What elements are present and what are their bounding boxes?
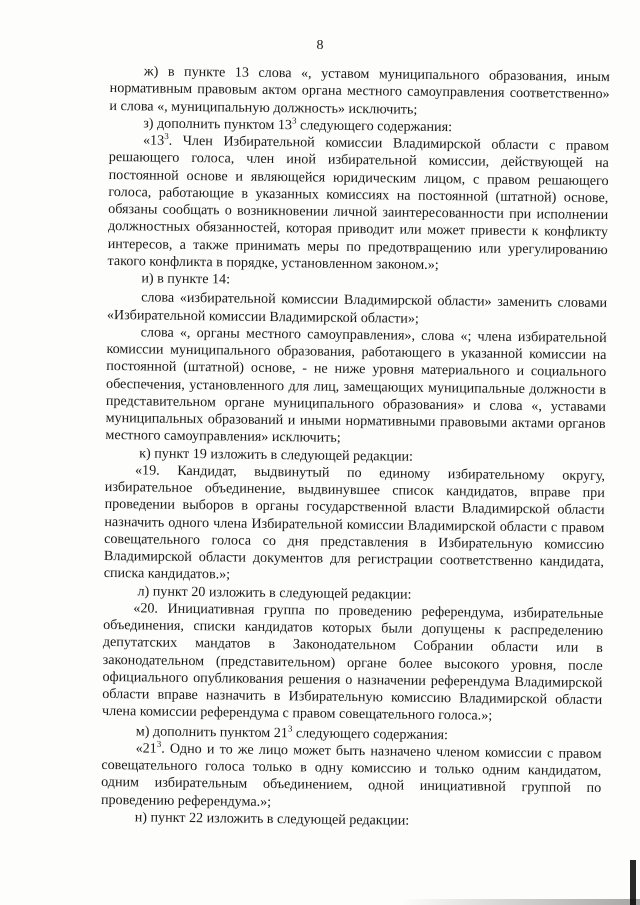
paragraph-i-2: слова «, органы местного самоуправления», слова «; члена избирательной комиссии муниципального образования, работающего в указанной комиссии на постоянной (штатной) основе, - не ниже уровня материального и социального обеспечения, установленного для лиц, замещающих муниципальные должности в представительном органе муниципального образования» и слова «, уставами муниципальных образований и иными нормативными правовыми актами органов местного самоуправления» исключить; bbox=[105, 324, 607, 447]
paragraph-z-text-end: следующего содержания: bbox=[296, 117, 453, 135]
paragraph-m-text: м) дополнить пунктом 21 bbox=[135, 722, 289, 741]
paragraph-13-3-number: «13 bbox=[142, 132, 165, 149]
scan-bottom-shadow bbox=[400, 899, 640, 905]
paragraph-m-superscript: 3 bbox=[287, 723, 293, 734]
paragraph-i: и) в пункте 14: bbox=[141, 270, 231, 288]
paragraph-z-text: з) дополнить пунктом 13 bbox=[143, 115, 293, 133]
paragraph-19: «19. Кандидат, выдвинутый по единому избирательному округу, избирательное объединение, выдвинувшее список кандидатов, вправе при проведении выборов в органы государственной власти Владимирской области назначить одного члена Избирательной комиссии Владимирской области с правом совещательного голоса со дня представления в Избирательную комиссию Владимирской области документов для регистрации соответственно кандидата, списка кандидатов.»; bbox=[103, 462, 606, 583]
paragraph-i-1: слова «избирательной комиссии Владимирской области» заменить словами «Избирательной комиссии Владимирской области»; bbox=[106, 289, 608, 327]
paragraph-n: н) пункт 22 изложить в следующей редакции: bbox=[134, 809, 410, 829]
paragraph-13-3-superscript: 3 bbox=[164, 130, 169, 142]
paragraph-m-text-end: следующего содержания: bbox=[292, 724, 449, 743]
paragraph-21-3-superscript: 3 bbox=[156, 738, 162, 749]
paragraph-13-3 bbox=[107, 132, 609, 276]
paragraph-k: к) пункт 19 изложить в следующей редакции: bbox=[139, 444, 414, 465]
paragraph-20: «20. Инициативная группа по проведению референдума, избирательные объединения, списки кандидатов которых были допущены к распределению депутатских мандатов в Законодательном Собрании области или в законодательном (представительном) органе более высокого уровня, после официального опубликования решения о назначении референдума Владимирской области вправе назначить в Избирательную комиссию Владимирской области члена комиссии референдума с правом совещательного голоса.»; bbox=[101, 600, 604, 724]
document-body bbox=[101, 63, 610, 832]
page-number: 8 bbox=[316, 38, 324, 53]
paragraph-21-3-number: «21 bbox=[135, 740, 157, 757]
paragraph-z-superscript: 3 bbox=[291, 115, 297, 126]
paragraph-13-3-text: . Член Избирательной комиссии Владимирской области с правом решающего голоса, член иной избирательной комиссии, действующей на постоянной основе и являющейся юридическим лицом, с правом решающего голоса, работающие в указанных комиссиях на постоянной (штатной) основе, обязаны сообщать о возникновении личной заинтересованности при исполнении должностных обязанностей, которая приводит или может привести к конфликту интересов, а также принимать меры по предотвращению или урегулированию такого конфликта в порядке, установленном законом.»; bbox=[107, 132, 610, 273]
paragraph-21-3 bbox=[101, 740, 602, 815]
paragraph-l: л) пункт 20 изложить в следующей редакции: bbox=[137, 582, 412, 603]
paragraph-21-3-text: . Одно и то же лицо может быть назначено членом комиссии с правом совещательного голоса только в одну комиссию и только одним кандидатом, одним избирательным объединением, одной инициативной группой по проведению референдума.»; bbox=[100, 740, 602, 810]
paragraph-zh: ж) в пункте 13 слова «, уставом муниципального образования, иным нормативным правовым актом органа местного самоуправления соответственно» и слова «, муниципальную должность» исключить; bbox=[109, 63, 610, 118]
